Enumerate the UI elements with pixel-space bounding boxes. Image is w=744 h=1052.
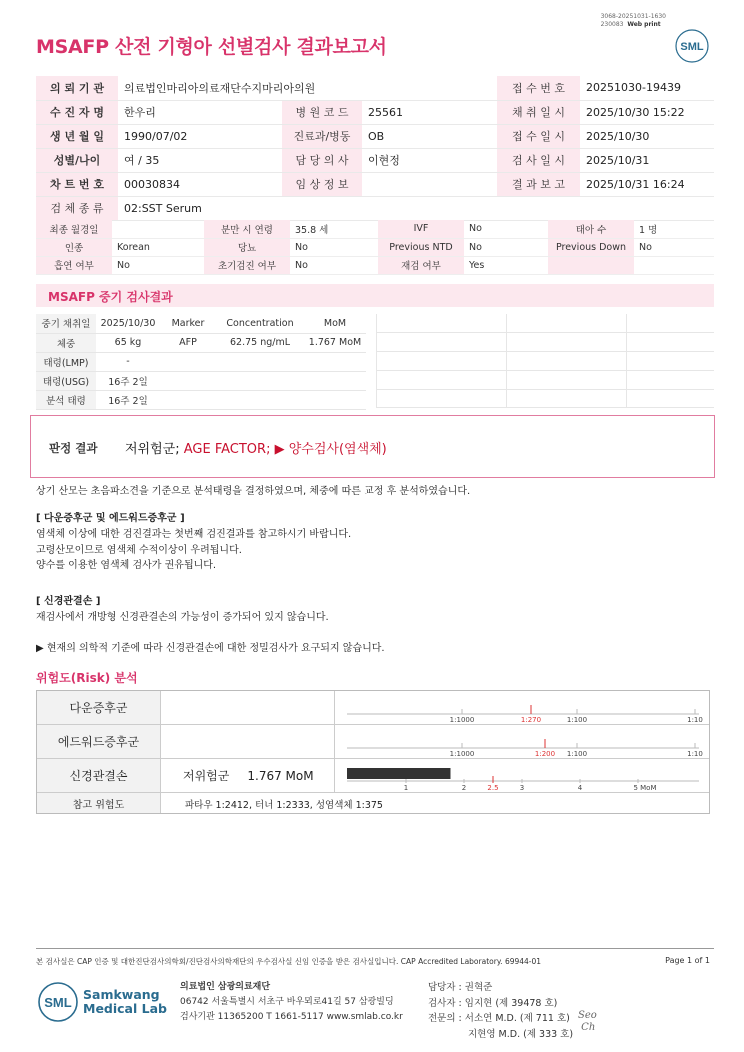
info-label: 검 사 일 시 [497,148,580,172]
risk-result-cell [161,725,335,758]
clinical-label: 당뇨 [204,238,290,256]
clinical-label: IVF [378,220,464,238]
clinical-label: Previous Down [548,238,634,256]
judgement-box [30,415,715,478]
svg-text:SML: SML [680,41,704,53]
clinical-label: 재검 여부 [378,256,464,274]
reference-value: 파타우 1:2412, 터너 1:2333, 성염색체 1:375 [185,800,383,811]
clinical-label: 인종 [36,238,112,256]
info-value: 2025/10/30 15:22 [580,100,714,124]
info-value: 20251030-19439 [580,76,714,100]
clinical-value [634,256,714,274]
comment-intro: 상기 산모는 초음파소견을 기준으로 분석태령을 결정하였으며, 체중에 따른 교정 후 분석하였습니다. [36,486,471,497]
result-label: 중기 채취일 [36,314,96,333]
info-value: 2025/10/30 [580,124,714,148]
clinical-label [548,256,634,274]
clinical-value: 1 명 [634,220,714,238]
risk-label: 에드워드증후군 [37,725,161,758]
info-row [36,172,714,196]
ntd-mom: 1.767 MoM [247,768,314,783]
result-row [36,390,366,409]
clinical-value: No [290,238,378,256]
report-title: MSAFP 산전 기형아 선별검사 결과보고서 [36,36,387,58]
info-value: OB [362,124,497,148]
result-value: 65 kg [96,333,160,352]
risk-table [36,690,710,814]
company-info: 의료법인 삼광의료재단 06742 서울특별시 서초구 바우뫼로41길 57 삼광빌딩 검사기관 11365200 T 1661-5117 www.smlab.co.kr [180,982,403,1022]
info-label: 검 체 종 류 [36,196,118,220]
result-label: 태령(LMP) [36,352,96,371]
info-label: 의 뢰 기 관 [36,76,118,100]
sml-logo-icon [674,28,710,64]
tick-label: 2 [461,784,467,792]
svg-text:SML: SML [44,995,72,1010]
reference-label: 참고 위험도 [37,793,161,813]
tick-label: 1:10 [687,750,703,758]
section-title: MSAFP 중기 검사결과 [48,290,173,304]
ntd-mom-scale [335,759,709,793]
clinical-value: Korean [112,238,204,256]
judgement-alert: AGE FACTOR; ▶ 양수검사(염색체) [183,442,387,457]
info-label: 접 수 일 시 [497,124,580,148]
signature-image: Seo Ch [578,1010,597,1033]
info-label: 병 원 코 드 [282,100,362,124]
staff-list: 담당자 : 권혁준 검사자 : 임지현 (제 39478 호) 전문의 : 서소연 M.D. (제 711 호) 지현영 M.D. (제 333 호) [428,982,574,1040]
clinical-info-table [36,220,714,275]
msafp-result-table [36,314,366,410]
page-number: Page 1 of 1 [665,956,710,965]
info-row [36,148,714,172]
info-label: 채 취 일 시 [497,100,580,124]
patient-info-table [36,76,714,221]
info-value: 1990/07/02 [118,124,282,148]
tick-label: 1:1000 [449,716,475,724]
tick-label: 3 [519,784,525,792]
down-comment-line: 고령산모이므로 염색체 수적이상이 우려됩니다. [36,545,242,556]
ntd-comment-line: 재검사에서 개방형 신경관결손의 가능성이 증가되어 있지 않습니다. [36,612,329,623]
tick-label: 4 [577,784,583,792]
sml-footer-logo-icon [36,980,80,1024]
edwards-risk-scale [335,725,709,759]
clinical-value: No [464,238,548,256]
section-header [36,284,714,307]
result-header: Concentration [216,314,304,333]
info-value: 의료법인마리아의료재단수지마리아의원 [118,76,497,100]
result-value: 62.75 ng/mL [216,333,304,352]
clinical-value: No [464,220,548,238]
info-label: 차 트 번 호 [36,172,118,196]
empty-result-grid [376,314,714,408]
result-row [36,333,366,352]
info-value: 여 / 35 [118,148,282,172]
tick-label: 1:100 [566,750,588,758]
risk-label: 다운증후군 [37,691,161,724]
info-value: 한우리 [118,100,282,124]
tick-label: 5 MoM [633,784,657,792]
result-value: 16주 2일 [96,371,160,390]
judgement-value: 저위험군; AGE FACTOR; ▶ 양수검사(염색체) [125,442,387,457]
result-row [36,371,366,390]
risk-result-cell [161,759,335,792]
risk-row-ntd [37,759,709,793]
info-value [362,172,497,196]
result-label: 태령(USG) [36,371,96,390]
clinical-label: 최종 월경일 [36,220,112,238]
info-value: 2025/10/31 16:24 [580,172,714,196]
info-label: 접 수 번 호 [497,76,580,100]
clinical-row [36,256,714,274]
clinical-label: 흡연 여부 [36,256,112,274]
risk-row-edwards [37,725,709,759]
clinical-value: No [112,256,204,274]
info-row [36,196,714,220]
info-value: 02:SST Serum [118,196,714,220]
risk-label: 신경관결손 [37,759,161,792]
accreditation-note: 본 검사실은 CAP 인증 및 대한진단검사의학회/진단검사의학재단의 우수검사실 신임 인증을 받은 검사실입니다. CAP Accredited Laboratory. 69944-01 [36,957,542,966]
info-label: 결 과 보 고 [497,172,580,196]
info-row [36,100,714,124]
down-comment-line: 염색체 이상에 대한 검진결과는 첫번째 검진결과를 참고하시기 바랍니다. [36,529,352,540]
result-label: 분석 태령 [36,390,96,409]
clinical-value: No [634,238,714,256]
tick-label-risk: 1:270 [520,716,542,724]
ntd-heading: [ 신경관결손 ] [36,596,101,607]
tick-label-risk: 1:200 [534,750,556,758]
info-value: 2025/10/31 [580,148,714,172]
ntd-note: ▶ 현재의 의학적 기준에 따라 신경관결손에 대한 정밀검사가 요구되지 않습니다. [36,643,385,654]
info-value: 25561 [362,100,497,124]
tick-label: 1:100 [566,716,588,724]
info-label: 임 상 정 보 [282,172,362,196]
mom-bar [347,768,450,779]
info-row [36,124,714,148]
tick-label: 1:10 [687,716,703,724]
clinical-value [112,220,204,238]
judgement-label: 판정 결과 [49,441,98,455]
result-row [36,314,366,333]
result-value: - [96,352,160,371]
clinical-label: 초기검진 여부 [204,256,290,274]
result-row [36,352,366,371]
down-risk-scale [335,691,709,725]
clinical-row [36,220,714,238]
info-row [36,76,714,100]
info-label: 담 당 의 사 [282,148,362,172]
info-label: 진료과/병동 [282,124,362,148]
info-label: 성별/나이 [36,148,118,172]
result-value: 2025/10/30 [96,314,160,333]
risk-result-cell [161,691,335,724]
info-label: 생 년 월 일 [36,124,118,148]
result-value: 1.767 MoM [304,333,366,352]
tick-label-cutoff: 2.5 [487,784,499,792]
result-label: 체중 [36,333,96,352]
result-header: Marker [160,314,216,333]
document-code: 3068-20251031-1630 230083 Web print [600,13,666,28]
risk-title: 위험도(Risk) 분석 [36,671,138,685]
clinical-label: 태아 수 [548,220,634,238]
clinical-label: Previous NTD [378,238,464,256]
footer-divider [36,948,714,949]
info-label: 수 진 자 명 [36,100,118,124]
clinical-row [36,238,714,256]
risk-row-down [37,691,709,725]
result-value: AFP [160,333,216,352]
risk-row-reference [37,793,709,813]
info-value: 이현정 [362,148,497,172]
company-name: Samkwang Medical Lab [83,987,167,1016]
clinical-value: No [290,256,378,274]
clinical-value: Yes [464,256,548,274]
tick-label: 1 [403,784,409,792]
tick-label: 1:1000 [449,750,475,758]
clinical-value: 35.8 세 [290,220,378,238]
clinical-label: 분만 시 연령 [204,220,290,238]
result-value: 16주 2일 [96,390,160,409]
result-header: MoM [304,314,366,333]
info-value: 00030834 [118,172,282,196]
ntd-grade: 저위험군 [183,769,230,783]
down-comment-line: 양수를 이용한 염색체 검사가 권유됩니다. [36,560,217,571]
down-syndrome-heading: [ 다운증후군 및 에드워드증후군 ] [36,513,185,524]
